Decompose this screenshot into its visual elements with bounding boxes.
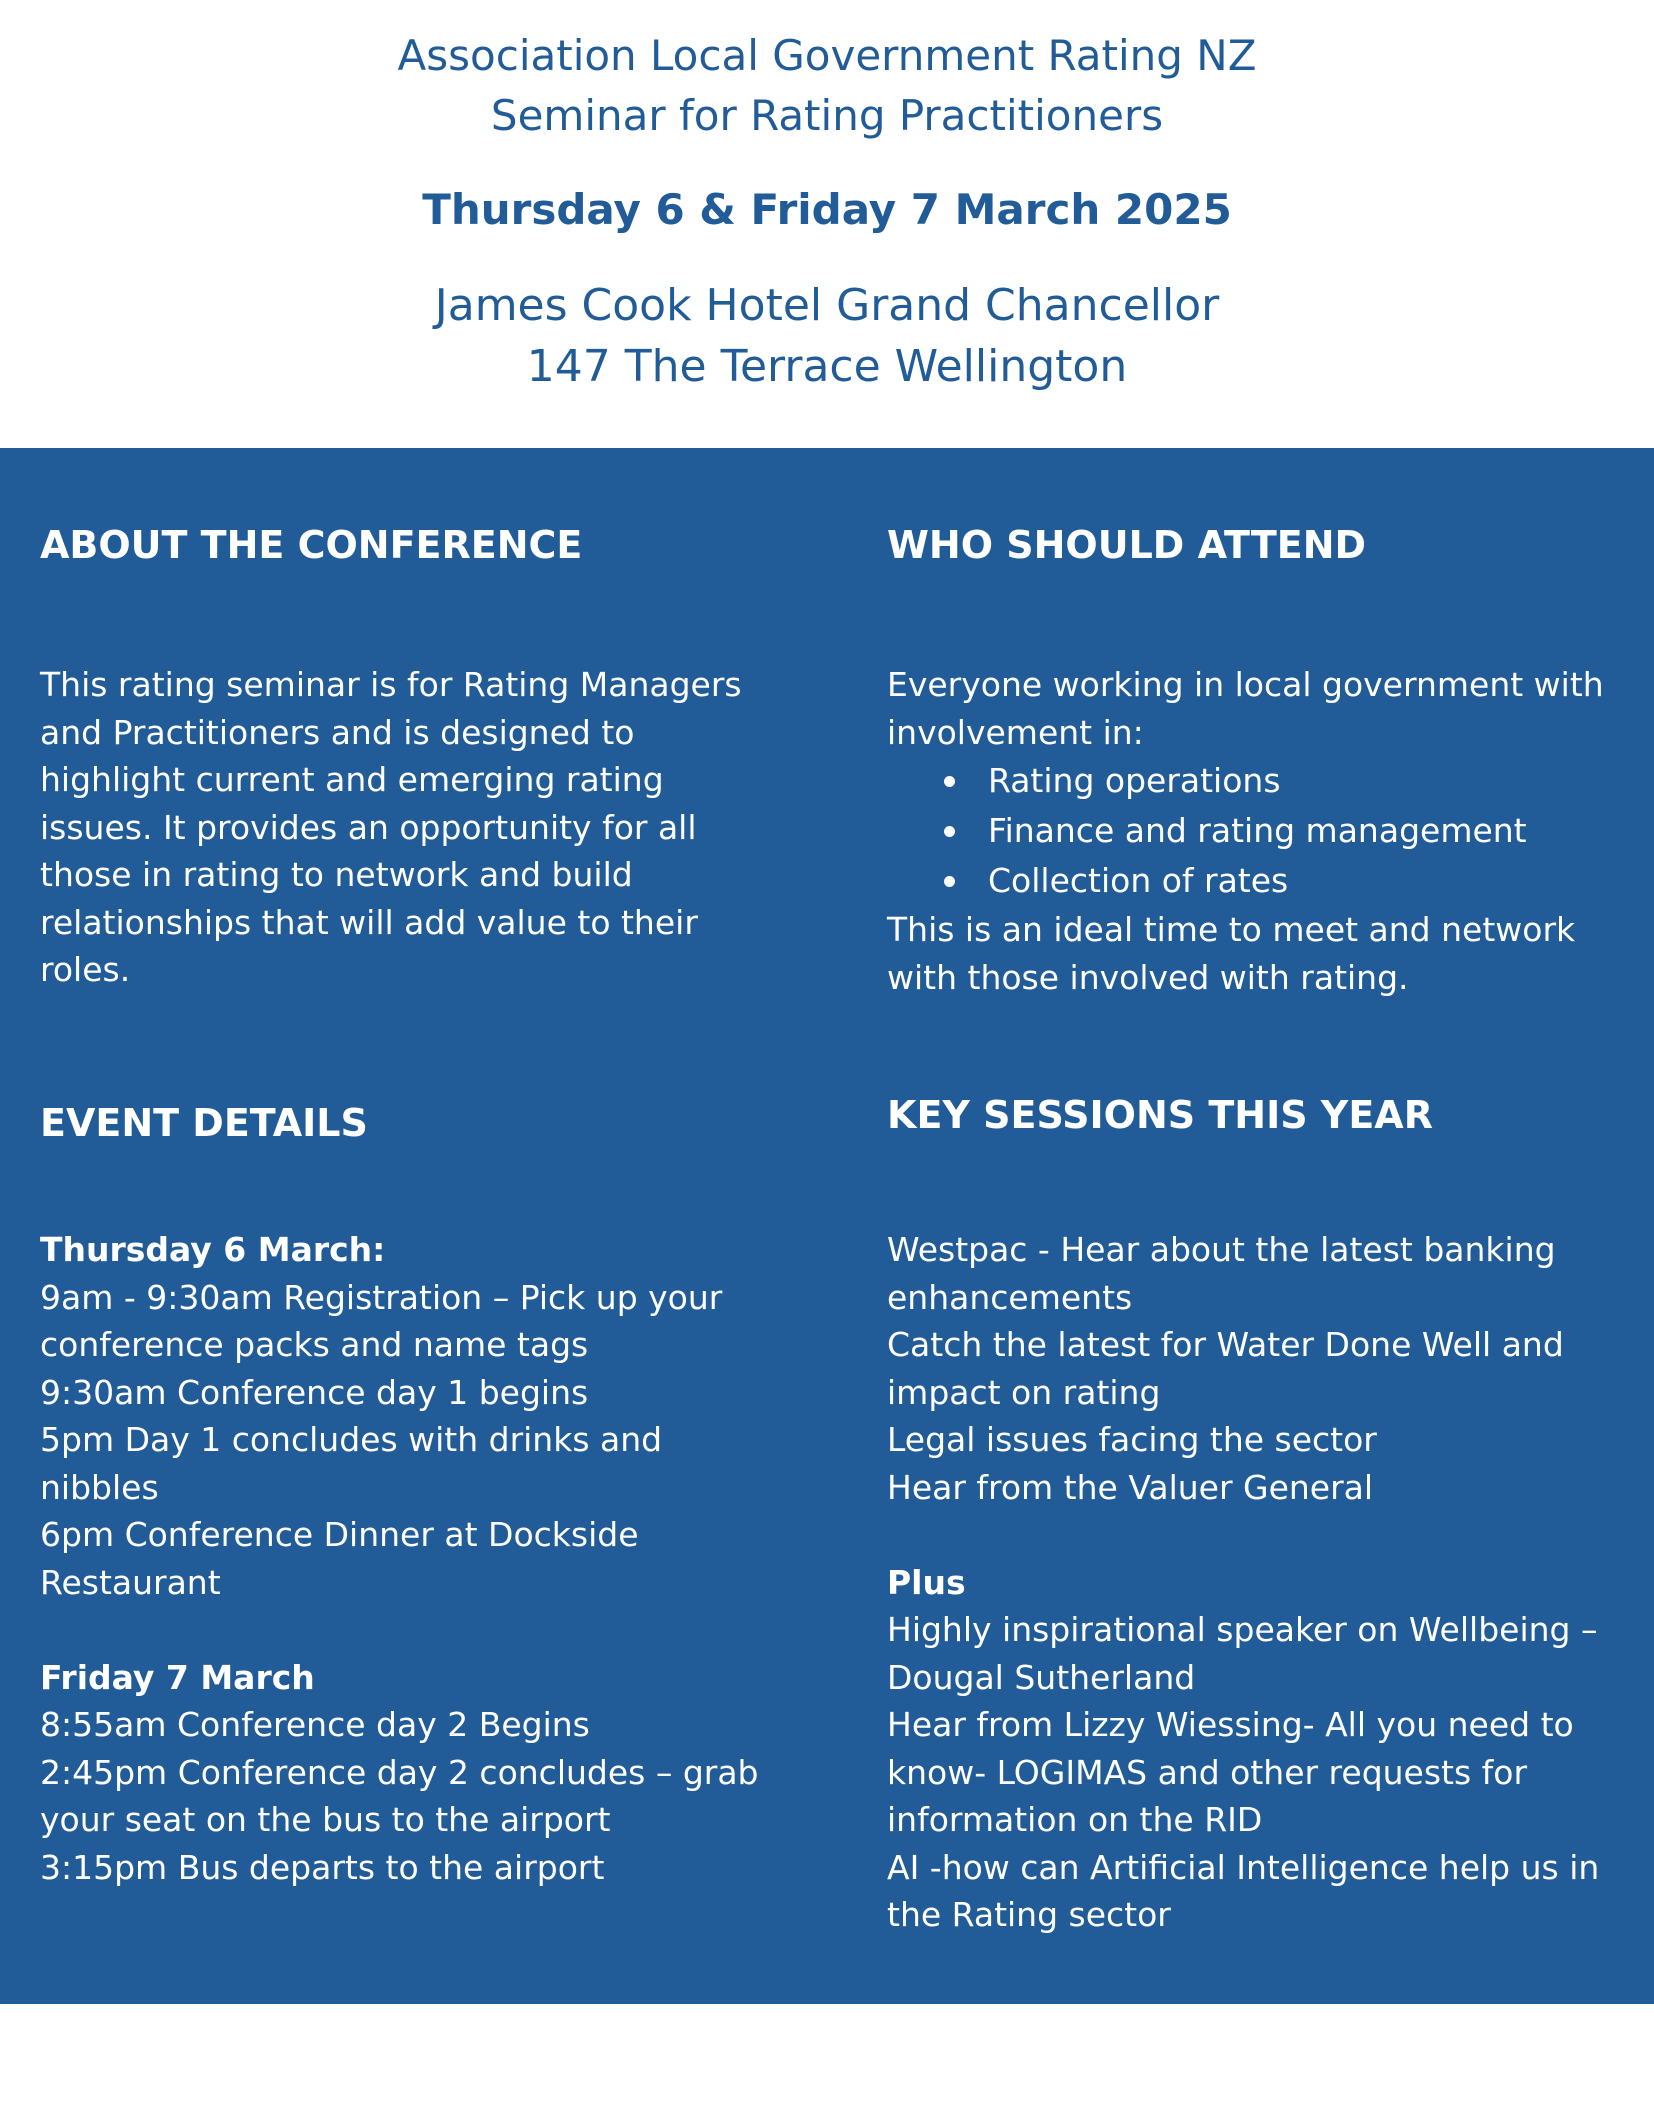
bullet-label: Collection of rates — [988, 861, 1289, 900]
attend-intro-line: involvement in: — [887, 712, 1144, 752]
attend-bullet-item — [887, 856, 1627, 906]
session-item: Legal issues facing the sector — [887, 1420, 1377, 1459]
day1-item: conference packs and name tags — [40, 1325, 589, 1364]
about-line: highlight current and emerging rating — [40, 760, 664, 799]
plus-item: Dougal Sutherland — [887, 1657, 1196, 1697]
day2-title: Friday 7 March — [40, 1657, 315, 1697]
attend-bullet-item — [887, 806, 1627, 856]
about-line: issues. It provides an opportunity for all — [40, 807, 697, 847]
session-item: Westpac - Hear about the latest banking — [887, 1230, 1556, 1269]
attend-bullet-item — [887, 756, 1627, 806]
day1-item: 9:30am Conference day 1 begins — [40, 1372, 589, 1412]
day1-item: Restaurant — [40, 1562, 221, 1602]
day2-item: 8:55am Conference day 2 Begins — [40, 1705, 590, 1744]
bullet-dot-icon — [944, 826, 955, 837]
about-paragraph — [40, 661, 780, 994]
day2-item: your seat on the bus to the airport — [40, 1800, 611, 1839]
info-panel — [0, 448, 1654, 2004]
spacer — [40, 1606, 780, 1654]
attend-intro-line: Everyone working in local government with — [887, 665, 1604, 704]
day1-item: nibbles — [40, 1467, 159, 1507]
day2-item: 3:15pm Bus departs to the airport — [40, 1847, 605, 1887]
plus-title: Plus — [887, 1562, 966, 1602]
event-details-list — [40, 1226, 780, 1891]
bullet-label: Rating operations — [988, 761, 1281, 800]
about-line: relationships that will add value to their — [40, 902, 698, 942]
spacer — [887, 1511, 1647, 1559]
plus-item: Hear from Lizzy Wiessing- All you need to — [887, 1705, 1574, 1744]
document-header — [0, 0, 1654, 448]
session-item: enhancements — [887, 1277, 1133, 1317]
plus-item: AI -how can Artificial Intelligence help us in — [887, 1847, 1600, 1887]
session-item: impact on rating — [887, 1372, 1161, 1412]
about-line: and Practitioners and is designed to — [40, 712, 635, 752]
day1-item: 9am - 9:30am Registration – Pick up your — [40, 1277, 723, 1317]
organisation-name: Association Local Government Rating NZ — [397, 31, 1257, 80]
attend-outro-line: This is an ideal time to meet and network — [887, 910, 1576, 949]
plus-item: Highly inspirational speaker on Wellbeing – — [887, 1610, 1598, 1649]
key-sessions-heading: KEY SESSIONS THIS YEAR — [887, 1093, 1433, 1137]
about-line: This rating seminar is for Rating Managers — [40, 665, 742, 704]
plus-item: know- LOGIMAS and other requests for — [887, 1752, 1528, 1792]
bullet-dot-icon — [944, 876, 955, 887]
day1-item: 6pm Conference Dinner at Dockside — [40, 1515, 639, 1554]
day2-item: 2:45pm Conference day 2 concludes – grab — [40, 1752, 759, 1792]
venue-address: 147 The Terrace Wellington — [526, 341, 1128, 392]
attend-paragraph — [887, 661, 1627, 1001]
day1-title: Thursday 6 March: — [40, 1230, 386, 1269]
plus-item: information on the RID — [887, 1800, 1263, 1839]
key-sessions-list — [887, 1226, 1647, 1939]
day1-item: 5pm Day 1 concludes with drinks and — [40, 1420, 663, 1459]
about-heading: ABOUT THE CONFERENCE — [40, 523, 583, 567]
plus-item: the Rating sector — [887, 1895, 1171, 1934]
session-item: Catch the latest for Water Done Well and — [887, 1325, 1564, 1364]
venue-name: James Cook Hotel Grand Chancellor — [434, 280, 1220, 331]
seminar-title: Seminar for Rating Practitioners — [490, 91, 1164, 140]
attend-outro-line: with those involved with rating. — [887, 957, 1409, 997]
attend-bullet-list — [887, 756, 1627, 906]
event-details-heading: EVENT DETAILS — [40, 1101, 368, 1145]
about-line: roles. — [40, 950, 131, 989]
bullet-dot-icon — [944, 776, 955, 787]
event-dates: Thursday 6 & Friday 7 March 2025 — [422, 185, 1232, 234]
about-line: those in rating to network and build — [40, 855, 633, 894]
bullet-label: Finance and rating management — [988, 811, 1527, 850]
session-item: Hear from the Valuer General — [887, 1467, 1374, 1507]
attend-heading: WHO SHOULD ATTEND — [887, 523, 1367, 567]
